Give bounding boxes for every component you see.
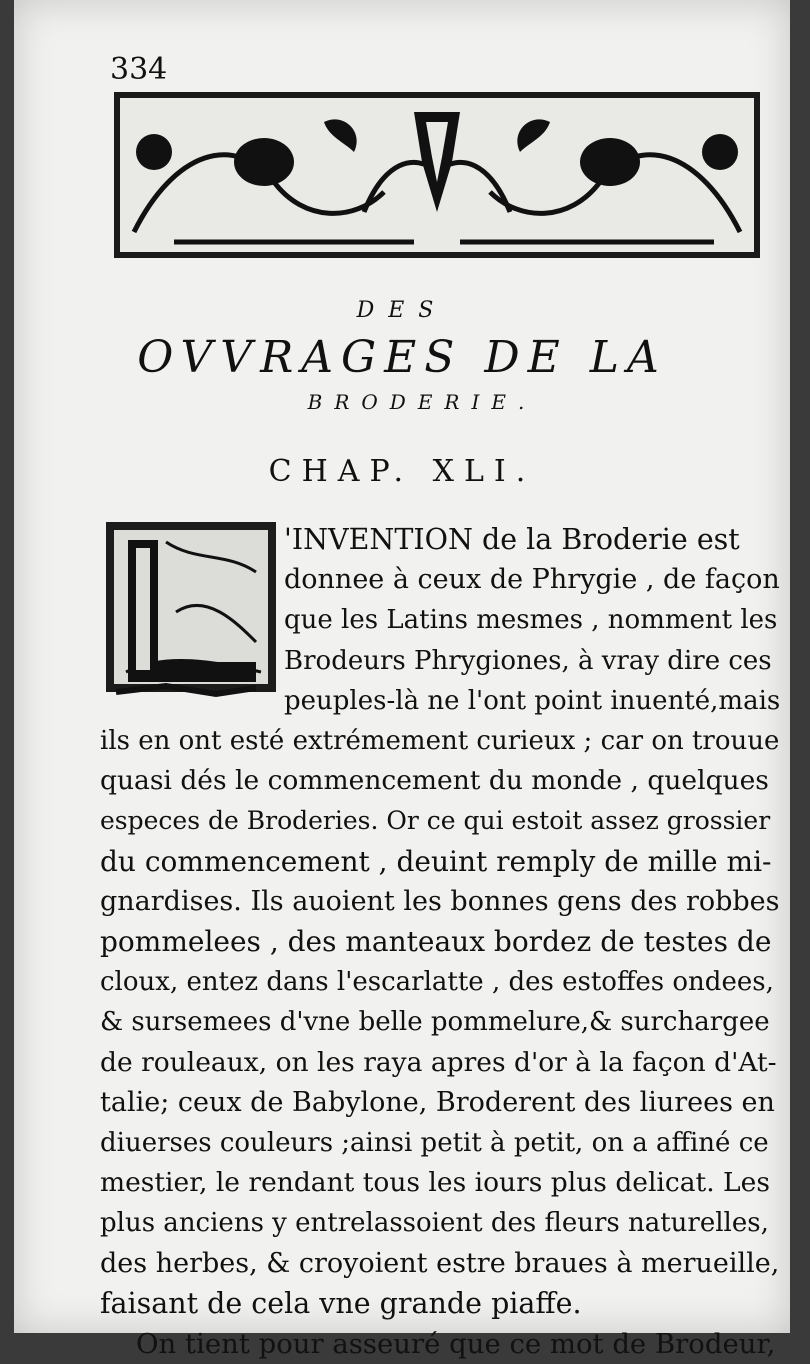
text-line: plus anciens y entrelassoient des fleurs naturelles, [100,1208,769,1239]
text-line: des herbes, & croyoient estre braues à merueille, [100,1247,780,1279]
text-line: talie; ceux de Babylone, Broderent des liurees en [100,1086,775,1118]
title-broderie: BRODERIE. [307,390,537,414]
text-line: pommelees , des manteaux bordez de testes de [100,925,772,959]
text-line: faisant de cela vne grande piaffe. [100,1286,582,1320]
chapter-heading: CHAP. XLI. [268,454,536,489]
text-line: ils en ont esté extrémement curieux ; car on trouue [100,726,780,757]
text-line: Brodeurs Phrygiones, à vray dire ces [284,645,772,676]
text-line: diuerses couleurs ;ainsi petit à petit, on a affiné ce [100,1128,769,1159]
title-des: DES [356,298,448,323]
text-line: mestier, le rendant tous les iours plus delicat. Les [100,1167,770,1199]
text-line: quasi dés le commencement du monde , quelques [100,765,769,797]
text-line: & sursemees d'vne belle pommelure,& surchargee [100,1007,770,1038]
text-line: de rouleaux, on les raya apres d'or à la façon d'At- [100,1046,777,1078]
ornamental-headpiece [114,92,760,258]
text-line: especes de Broderies. Or ce qui estoit assez grossier [100,806,771,836]
text-line: du commencement , deuint remply de mille mi- [100,844,772,878]
page-number: 334 [110,52,168,87]
text-line: donnee à ceux de Phrygie , de façon [284,564,780,596]
book-page [14,0,790,1361]
body-text [100,520,780,1364]
text-line: peuples-là ne l'ont point inuenté,mais [284,685,781,716]
text-line: cloux, entez dans l'escarlatte , des estoffes ondees, [100,967,774,998]
text-line: gnardises. Ils auoient les bonnes gens des robbes [100,885,780,917]
text-line: 'INVENTION de la Broderie est [284,523,740,556]
text-line: On tient pour asseuré que ce mot de Brodeur, [136,1328,776,1361]
text-line: que les Latins mesmes , nomment les [284,605,778,636]
title-main: OVVRAGES DE LA [137,332,667,383]
